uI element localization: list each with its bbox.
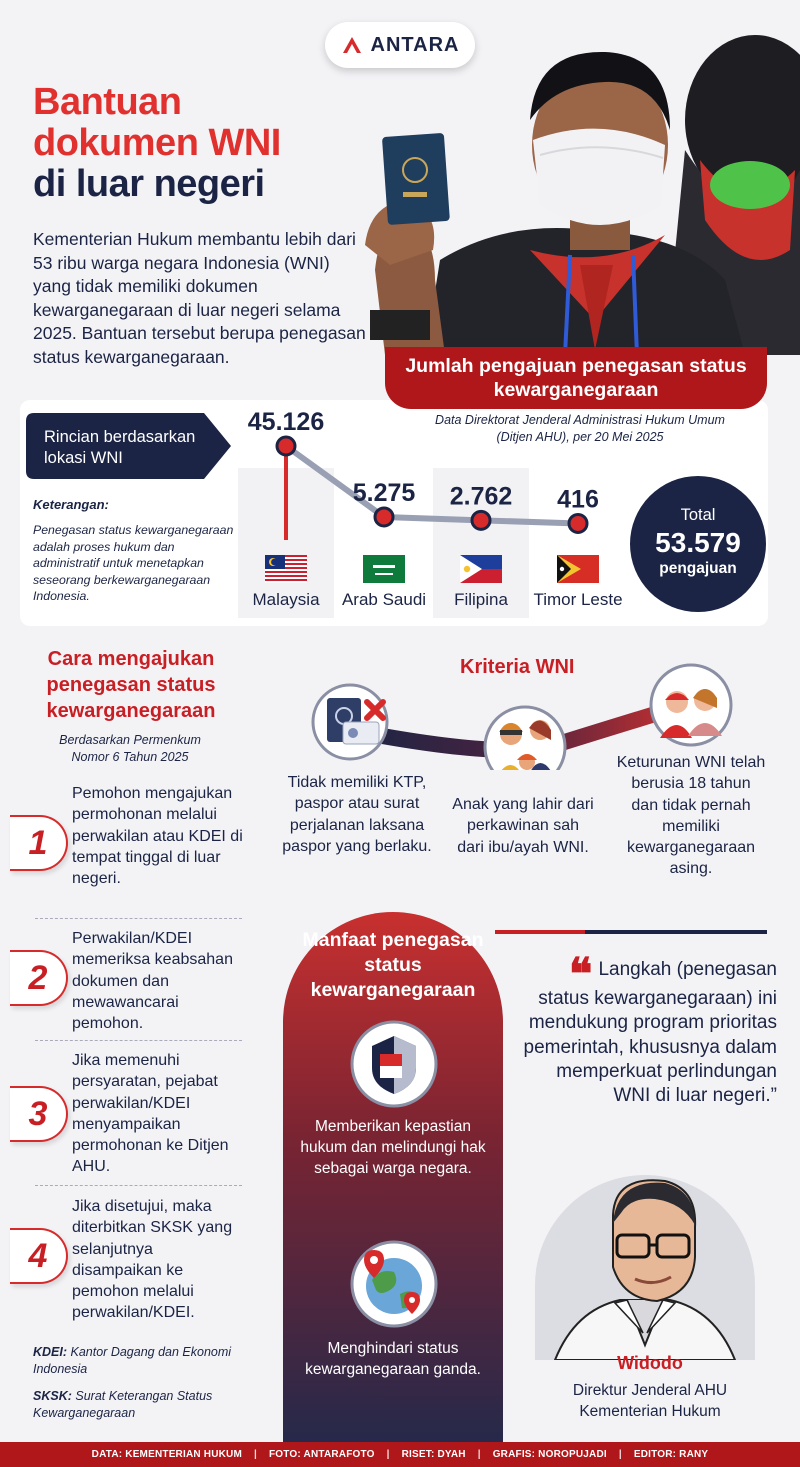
step-text-4: Jika disetujui, maka diterbitkan SKSK yang selanjutnya disampaikan ke pemohon melalui perwakilan/KDEI. bbox=[72, 1198, 233, 1322]
source-line-2: (Ditjen AHU), per 20 Mei 2025 bbox=[496, 430, 664, 444]
title-line-2: dokumen WNI bbox=[33, 122, 281, 164]
rincian-label: Rincian berdasarkan lokasi WNI bbox=[44, 428, 196, 467]
credit-editor: EDITOR: RANY bbox=[633, 1449, 709, 1460]
flag-part bbox=[363, 555, 405, 583]
cara-reference: Berdasarkan Permenkum Nomor 6 Tahun 2025 bbox=[59, 733, 201, 764]
step-number-3: 3 bbox=[10, 1086, 68, 1142]
passport-icon bbox=[313, 685, 387, 759]
manfaat-title: Manfaat penegasan status kewarganegaraan bbox=[302, 929, 484, 1001]
abbr-kdei bbox=[33, 1344, 243, 1378]
keterangan-title: Keterangan: bbox=[33, 497, 109, 512]
credit-data: DATA: KEMENTERIAN HUKUM bbox=[91, 1449, 242, 1460]
chart-category-label: Filipina bbox=[454, 590, 508, 609]
step-text-2: Perwakilan/KDEI memeriksa keabsahan dokumen dan mewawancarai pemohon. bbox=[72, 930, 233, 1033]
total-unit: pengajuan bbox=[659, 560, 737, 577]
flag-part bbox=[375, 573, 393, 575]
hero-photo bbox=[365, 20, 800, 355]
total-value: 53.579 bbox=[655, 527, 741, 558]
shield-icon bbox=[350, 1020, 438, 1108]
chart-point bbox=[375, 508, 393, 526]
chart-category-label: Arab Saudi bbox=[341, 590, 427, 609]
portrait-illustration bbox=[535, 1175, 755, 1360]
family-icon bbox=[485, 707, 565, 770]
timor-flag-icon bbox=[557, 555, 599, 583]
chart-banner: Jumlah pengajuan penegasan status kewarganegaraan bbox=[385, 347, 767, 409]
step-text-3: Jika memenuhi persyaratan, pejabat perwakilan/KDEI menyampaikan permohonan ke Ditjen AHU. bbox=[72, 1052, 229, 1176]
step-divider bbox=[35, 918, 242, 919]
flag-part bbox=[265, 579, 307, 581]
flag-part bbox=[464, 566, 470, 572]
globe-icon bbox=[350, 1240, 438, 1328]
quote-text: Langkah (penegasan status kewarganegaraan) ini mendukung program prioritas pemerintah, khususnya dalam memperkuat perlindungan WNI di luar negeri.” bbox=[523, 959, 777, 1107]
chart-category-label: Timor Leste bbox=[533, 590, 623, 609]
kriteria-text-2: Anak yang lahir dari perkawinan sah dari ibu/ayah WNI. bbox=[452, 796, 594, 856]
flag-part bbox=[271, 559, 278, 566]
title-line-1: Bantuan bbox=[33, 81, 182, 123]
chart-value-label: 5.275 bbox=[352, 478, 416, 507]
chart-value-label: 45.126 bbox=[247, 408, 325, 436]
title-line-3: di luar negeri bbox=[33, 163, 265, 205]
step-number-1: 1 bbox=[10, 815, 68, 871]
total-label: Total bbox=[680, 506, 716, 524]
saudi-flag-icon bbox=[363, 555, 405, 583]
person-name: Widodo bbox=[617, 1353, 683, 1373]
abbr-sksk bbox=[33, 1388, 243, 1422]
abbr-value: Kantor Dagang dan Ekonomi Indonesia bbox=[33, 1345, 232, 1376]
flag-part bbox=[265, 571, 307, 573]
quote-block bbox=[515, 949, 777, 1108]
chart bbox=[0, 400, 640, 626]
antara-logo-icon bbox=[341, 35, 363, 55]
credit-grafis: GRAFIS: NOROPUJADI bbox=[492, 1449, 607, 1460]
credit-foto: FOTO: ANTARAFOTO bbox=[269, 1449, 375, 1460]
flag-part bbox=[560, 567, 564, 571]
keterangan-body: Penegasan status kewarganegaraan adalah proses hukum dan administratif untuk menetapkan seseorang berkewarganegaraan Indonesia. bbox=[33, 523, 234, 603]
kriteria-text-1: Tidak memiliki KTP, paspor atau surat perjalanan laksana paspor yang berlaku. bbox=[282, 774, 432, 855]
flag-part bbox=[373, 565, 395, 568]
manfaat-text-2: Menghindari status kewarganegaraan ganda. bbox=[305, 1340, 481, 1378]
philippines-flag-icon bbox=[460, 555, 502, 583]
cara-title: Cara mengajukan penegasan status kewarganegaraan bbox=[46, 648, 216, 722]
chart-point bbox=[277, 437, 295, 455]
flag-part bbox=[265, 581, 307, 583]
malaysia-flag-icon bbox=[265, 555, 307, 583]
flag-part bbox=[265, 577, 307, 579]
step-number-2: 2 bbox=[10, 950, 68, 1006]
children-icon bbox=[651, 665, 731, 745]
step-divider bbox=[35, 1185, 242, 1186]
flag-part bbox=[265, 575, 307, 577]
chart-value-label: 2.762 bbox=[449, 482, 513, 511]
total-badge bbox=[630, 476, 766, 612]
person-role: Direktur Jenderal AHU Kementerian Hukum bbox=[572, 1382, 728, 1420]
page-title bbox=[33, 82, 281, 205]
chart-stem bbox=[284, 446, 288, 540]
kriteria-title: Kriteria WNI bbox=[460, 656, 575, 678]
step-number-4: 4 bbox=[10, 1228, 68, 1284]
source-line-1: Data Direktorat Jenderal Administrasi Hukum Umum bbox=[435, 413, 725, 427]
credit-riset: RISET: DYAH bbox=[401, 1449, 466, 1460]
quote-mark-icon: ❝ bbox=[568, 949, 593, 1000]
portrait bbox=[535, 1175, 755, 1360]
abbr-value: Surat Keterangan Status Kewarganegaraan bbox=[33, 1389, 213, 1420]
antara-logo bbox=[325, 22, 475, 68]
chart-point bbox=[472, 511, 490, 529]
logo-text: ANTARA bbox=[370, 33, 460, 56]
step-text-1: Pemohon mengajukan permohonan melalui perwakilan atau KDEI di tempat tinggal di luar negeri. bbox=[72, 785, 243, 888]
flag-part bbox=[265, 569, 307, 571]
manfaat-text-1: Memberikan kepastian hukum dan melindungi hak sebagai warga negara. bbox=[300, 1118, 486, 1177]
chart-category-label: Malaysia bbox=[252, 590, 320, 609]
chart-point bbox=[569, 514, 587, 532]
step-divider bbox=[35, 1040, 242, 1041]
flag-part bbox=[265, 573, 307, 575]
intro-paragraph: Kementerian Hukum membantu lebih dari 53 ribu warga negara Indonesia (WNI) yang tidak memiliki dokumen kewarganegaraan di luar negeri selama 2025. Bantuan tersebut berupa penegasan status kewarganegaraan. bbox=[33, 229, 366, 367]
abbr-key: KDEI: bbox=[33, 1345, 68, 1359]
footer-credits: DATA: KEMENTERIAN HUKUM | FOTO: ANTARAFOTO | RISET: DYAH | GRAFIS: NOROPUJADI | EDITOR: RANY bbox=[0, 1442, 800, 1467]
quote-divider-accent bbox=[495, 930, 585, 934]
abbr-key: SKSK: bbox=[33, 1389, 72, 1403]
kriteria-text-3: Keturunan WNI telah berusia 18 tahun dan tidak pernah memiliki kewarganegaraan asing. bbox=[616, 754, 766, 878]
chart-value-label: 416 bbox=[557, 485, 599, 514]
